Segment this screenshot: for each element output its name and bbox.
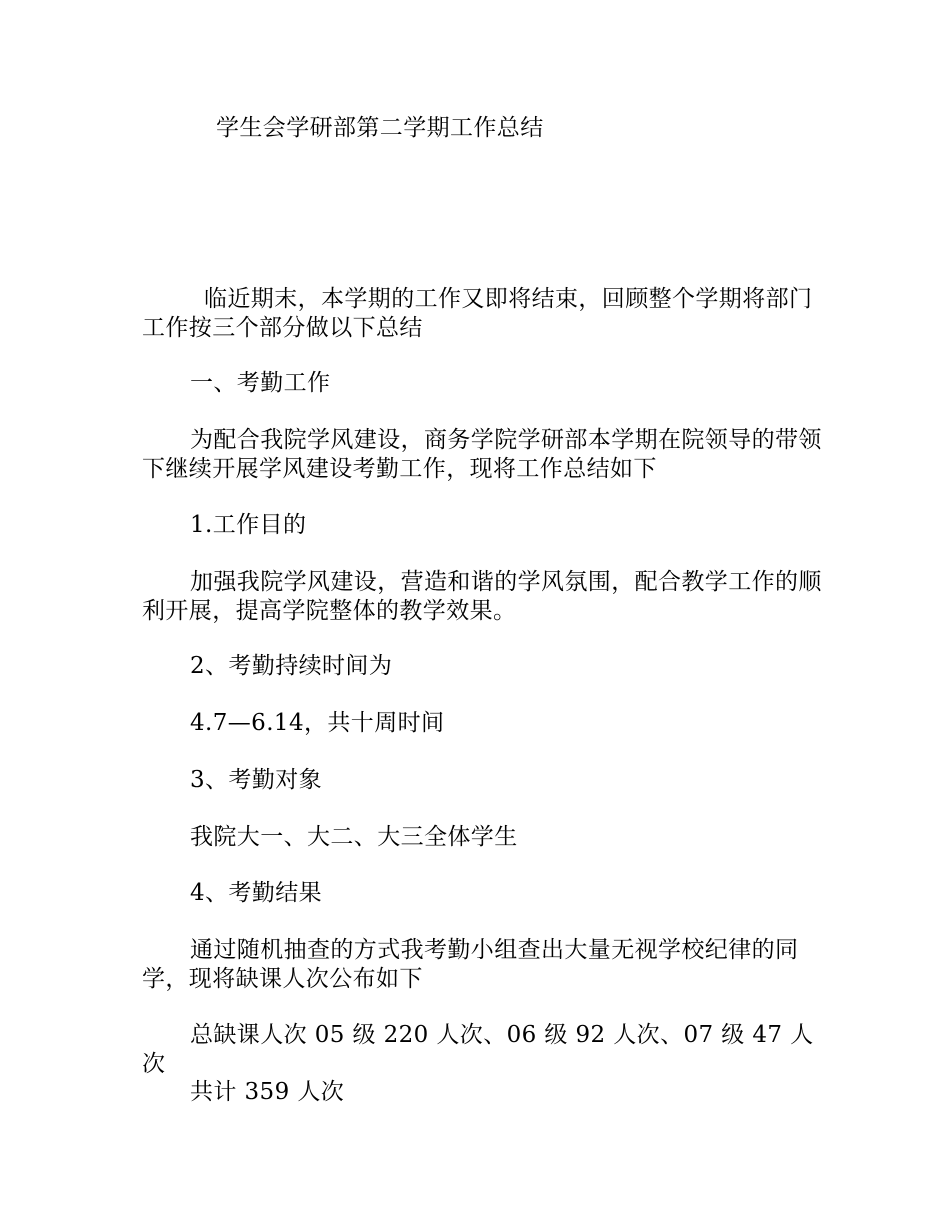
item4-heading: 4、考勤结果 [190,880,323,906]
document-title: 学生会学研部第二学期工作总结 [216,115,544,141]
item2-body: 4.7—6.14，共十周时间 [190,710,445,736]
item1-body: 加强我院学风建设，营造和谐的学风氛围，配合教学工作的顺利开展，提高学院整体的教学效果。 [142,569,822,624]
item3-body: 我院大一、大二、大三全体学生 [190,824,518,850]
section1-intro-paragraph: 为配合我院学风建设，商务学院学研部本学期在院领导的带领下继续开展学风建设考勤工作，现将工作总结如下 [142,427,822,482]
item2-heading: 2、考勤持续时间为 [190,653,393,679]
intro-paragraph: 临近期末，本学期的工作又即将结束，回顾整个学期将部门工作按三个部分做以下总结 [142,286,813,341]
section1-heading: 一、考勤工作 [190,370,331,396]
item3-heading: 3、考勤对象 [190,767,323,793]
item4-body: 通过随机抽查的方式我考勤小组查出大量无视学校纪律的同学，现将缺课人次公布如下 [142,937,799,992]
absence-breakdown: 总缺课人次 05 级 220 人次、06 级 92 人次、07 级 47 人次 [142,1022,814,1077]
item1-heading: 1.工作目的 [190,512,307,538]
absence-total: 共计 359 人次 [190,1079,345,1105]
